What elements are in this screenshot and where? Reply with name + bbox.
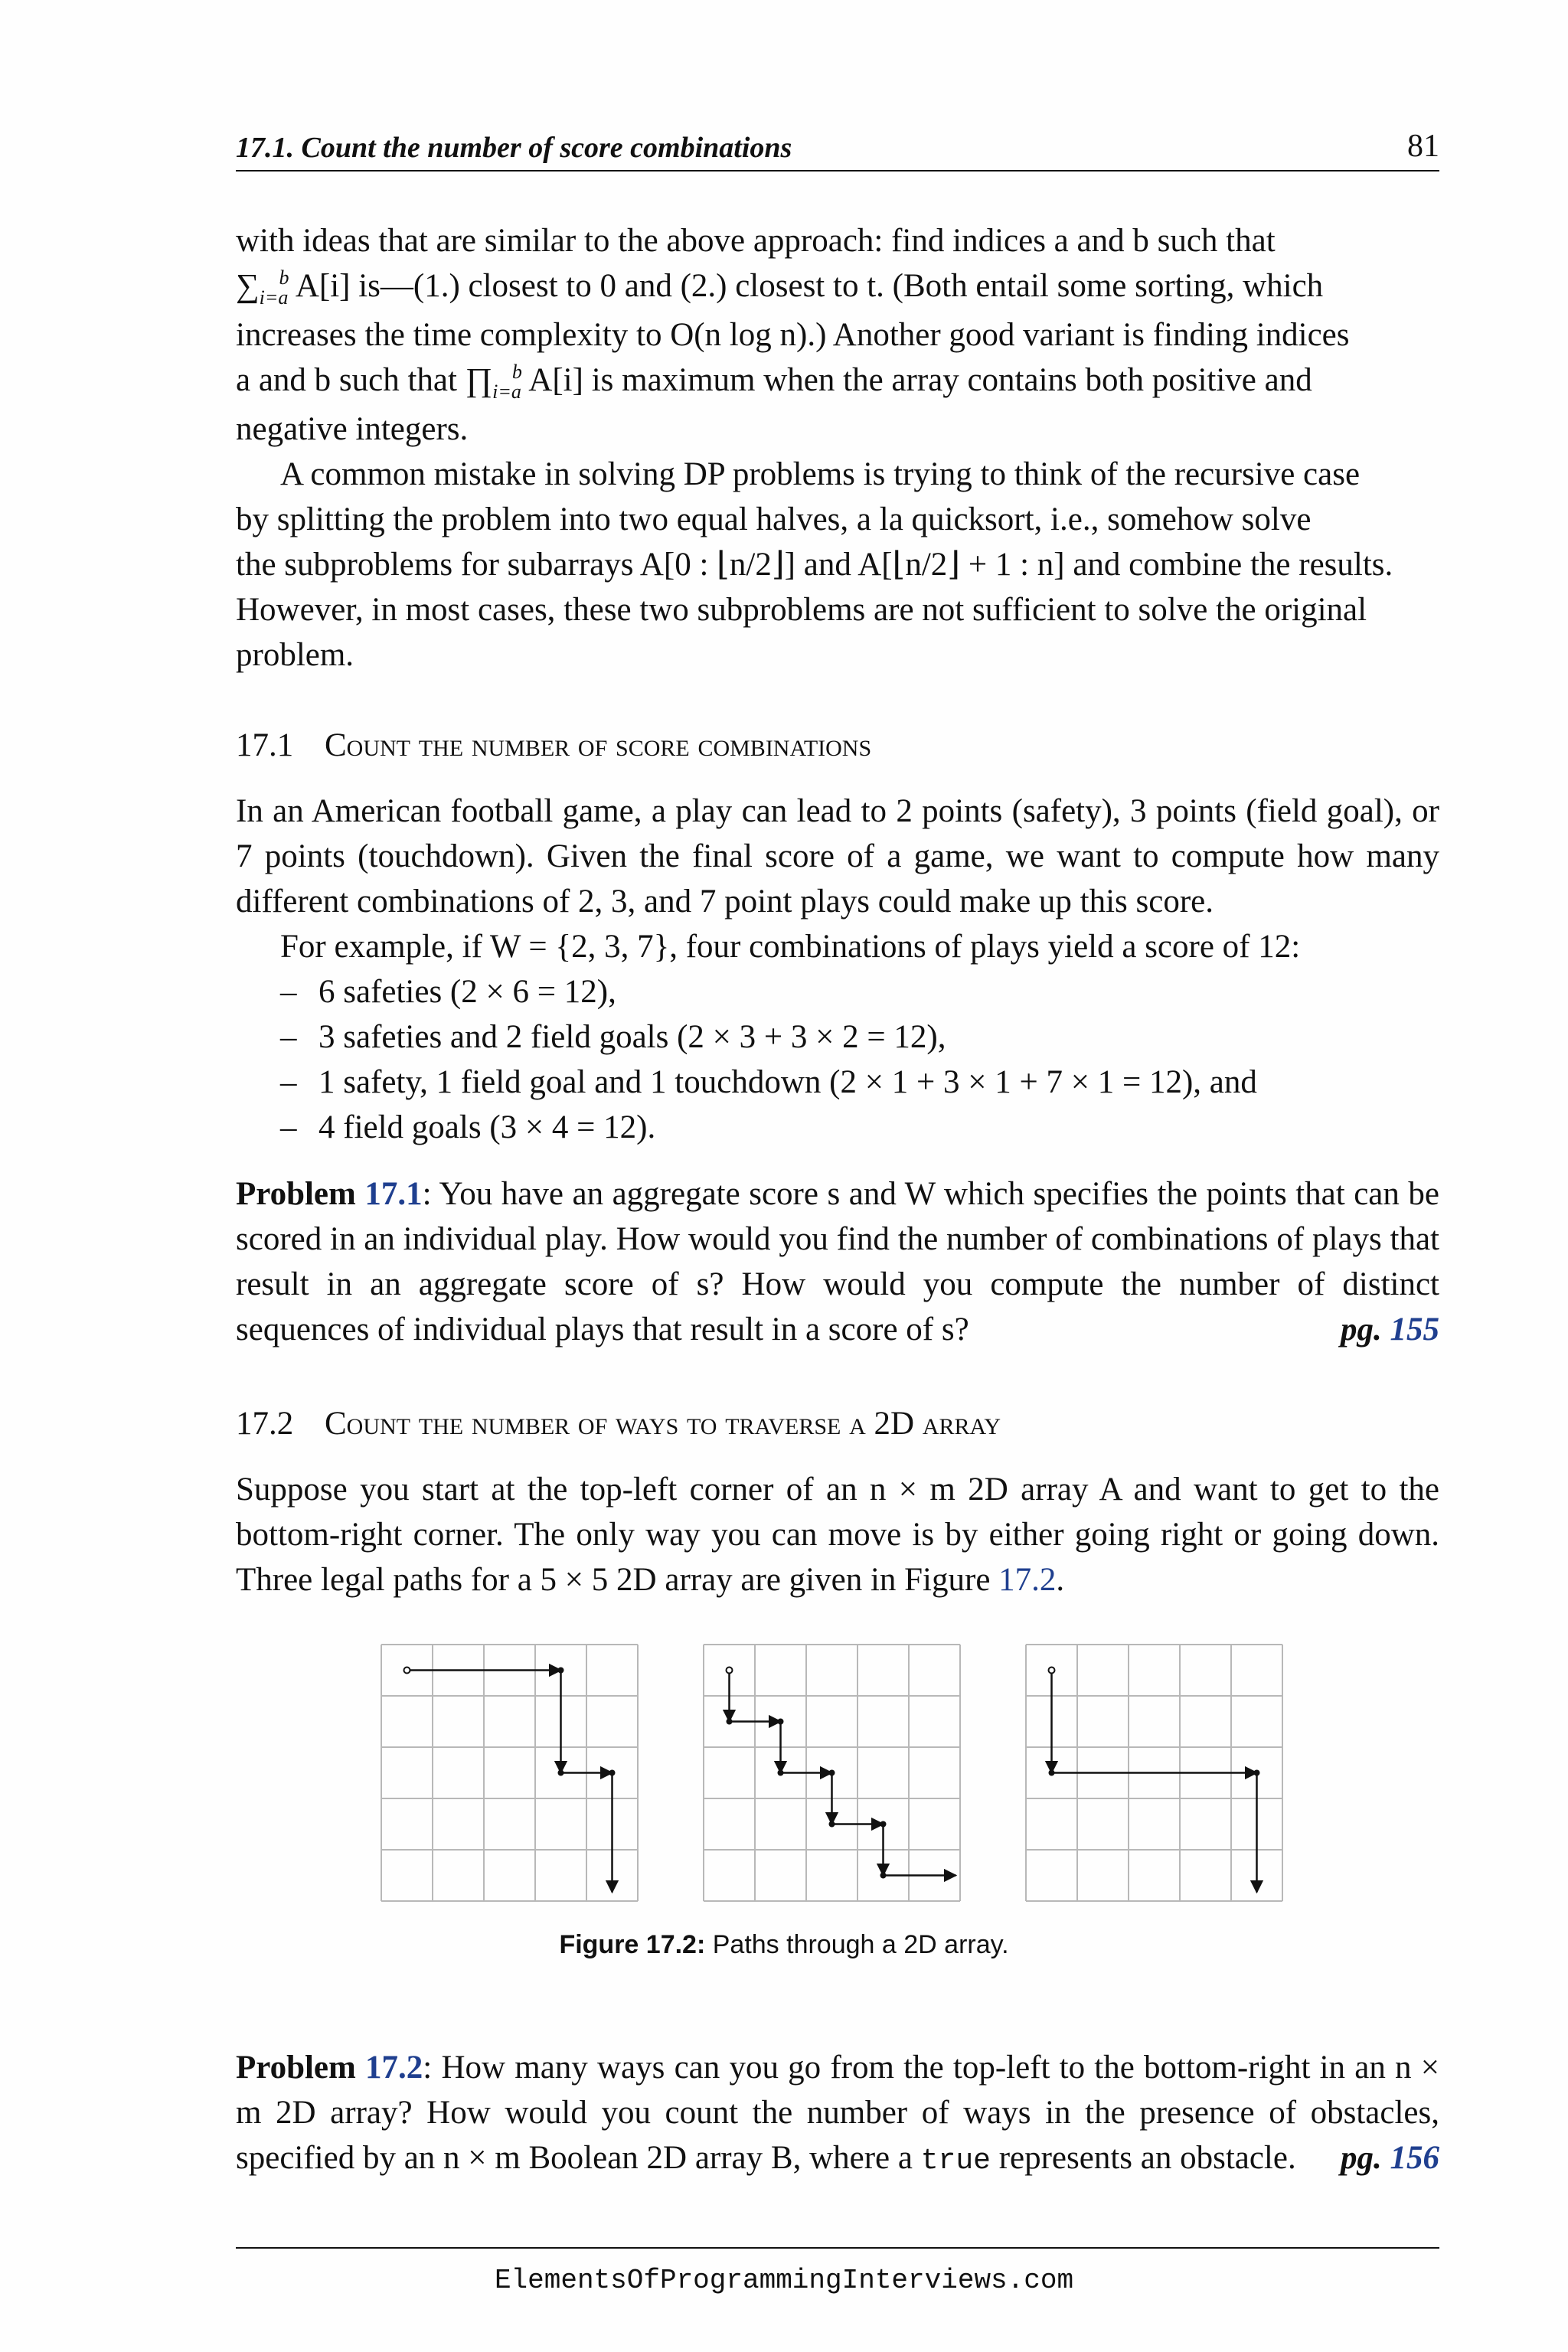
- problem-text: : You have an aggregate score s and W which specifies the points that can be scored in an individual play. How would you find the number of combinations of plays that result in an aggregate score of s? How would you compute the number of distinct sequences of individual plays that result in a score of s?: [236, 1176, 1439, 1348]
- grid-1: [380, 1643, 640, 1903]
- path-corner-dot: [1049, 1770, 1055, 1776]
- path-corner-dot: [778, 1770, 784, 1776]
- problem-17-1: [236, 1171, 1439, 1352]
- section2-paragraph: Suppose you start at the top-left corner of an n × m 2D array A and want to get to the bottom-right corner. The only way you can move is by either going right or going down. Three legal paths for a 5 × 5 2D array are given in Figure: [236, 1472, 1439, 1598]
- path-corner-dot: [778, 1719, 784, 1725]
- intro-line-2: [236, 263, 1439, 312]
- intro-line-2-text: A[i] is—(1.) closest to 0 and (2.) closest to t. (Both entail some sorting, which: [289, 268, 1324, 304]
- path-corner-dot: [880, 1873, 887, 1879]
- section1-paragraph: In an American football game, a play can lead to 2 points (safety), 3 points (field goal), or 7 points (touchdown). Given the final score of a game, we want to compute how many different combinations of 2, 3, and 7 point plays could make up this score.: [236, 793, 1439, 920]
- problem-text-end: represents an obstacle.: [990, 2140, 1296, 2176]
- path-start-dot: [727, 1668, 733, 1674]
- intro-line-1: with ideas that are similar to the above approach: find indices a and b such that: [236, 223, 1276, 259]
- page-ref-label: pg.: [1341, 1312, 1382, 1348]
- path-start-dot: [404, 1668, 410, 1674]
- para2-line-5: problem.: [236, 637, 354, 673]
- grid-figure-2: [702, 1643, 962, 1903]
- intro-line-3: increases the time complexity to O(n log n).) Another good variant is finding indices: [236, 317, 1350, 353]
- problem-label: Problem: [236, 1176, 356, 1212]
- intro-line-4: [236, 358, 1439, 407]
- intro-paragraph: [236, 218, 1439, 678]
- section1-example: For example, if W = {2, 3, 7}, four combinations of plays yield a score of 12:: [280, 929, 1301, 965]
- path-corner-dot: [558, 1668, 564, 1674]
- list-item: – 1 safety, 1 field goal and 1 touchdown (2 × 1 + 3 × 1 + 7 × 1 = 12), and: [236, 1060, 1439, 1105]
- figure-caption-text: Paths through a 2D array.: [705, 1930, 1009, 1959]
- footer-rule: [236, 2247, 1439, 2249]
- sum-symbol: ∑: [236, 268, 260, 304]
- intro-line-5: negative integers.: [236, 411, 469, 447]
- path-corner-dot: [829, 1821, 835, 1828]
- problem-text: : How many ways can you go from the top-left to the bottom-right in an n × m 2D array? How would you count the number of ways in the presence of obstacles, specified by an n × m Boolean 2D array B, where a: [236, 2050, 1439, 2176]
- path-corner-dot: [1254, 1770, 1260, 1776]
- figure-label: Figure 17.2:: [559, 1930, 706, 1959]
- figure-link-17-2[interactable]: 17.2: [998, 1562, 1057, 1598]
- section-number: 17.1: [236, 727, 294, 763]
- path-corner-dot: [829, 1770, 835, 1776]
- section1-body: [236, 789, 1439, 1150]
- section2-body: [236, 1467, 1439, 1602]
- para2-line-4: However, in most cases, these two subproblems are not sufficient to solve the original: [236, 592, 1367, 628]
- grid-2: [702, 1643, 962, 1903]
- figure-caption: [0, 1930, 1568, 1960]
- footer-url[interactable]: ElementsOfProgrammingInterviews.com: [494, 2265, 1074, 2296]
- product-upper-limit: b: [511, 361, 522, 383]
- path-corner-dot: [880, 1821, 887, 1828]
- path-corner-dot: [609, 1770, 616, 1776]
- header-title: 17.1. Count the number of score combinations: [236, 132, 792, 164]
- period: .: [1056, 1562, 1065, 1598]
- code-true: true: [920, 2145, 991, 2177]
- problem-17-2: [236, 2045, 1439, 2184]
- path-start-dot: [1049, 1668, 1055, 1674]
- intro-line-4-pre: a and b such that: [236, 362, 466, 398]
- para2-line-3: the subproblems for subarrays A[0 : ⌊n/2⌋] and A[⌊n/2⌋ + 1 : n] and combine the results.: [236, 547, 1393, 583]
- section-number: 17.2: [236, 1406, 294, 1442]
- sum-lower-limit: i=a: [259, 286, 289, 309]
- page-number: 81: [1407, 129, 1439, 164]
- product-symbol: ∏: [465, 362, 493, 398]
- grid-3: [1024, 1643, 1285, 1903]
- problem-label: Problem: [236, 2050, 356, 2086]
- combination-list: [236, 969, 1439, 1150]
- path-corner-dot: [727, 1719, 733, 1725]
- list-item: – 3 safeties and 2 field goals (2 × 3 + 3 × 2 = 12),: [236, 1014, 1439, 1060]
- page-ref-link-156[interactable]: 156: [1390, 2140, 1439, 2176]
- section-title: Count the number of ways to traverse a 2D array: [325, 1406, 1001, 1442]
- section-heading-17-2: [236, 1407, 1001, 1440]
- intro-line-4-post: A[i] is maximum when the array contains both positive and: [521, 362, 1312, 398]
- problem-link-17-1[interactable]: 17.1: [364, 1176, 423, 1212]
- list-item: – 6 safeties (2 × 6 = 12),: [236, 969, 1439, 1014]
- problem-link-17-2[interactable]: 17.2: [365, 2050, 423, 2086]
- para2-line-2: by splitting the problem into two equal halves, a la quicksort, i.e., somehow solve: [236, 501, 1312, 537]
- grid-figure-3: [1024, 1643, 1285, 1903]
- page-ref-label: pg.: [1341, 2140, 1382, 2176]
- page-ref-link-155[interactable]: 155: [1390, 1312, 1439, 1348]
- list-item: – 4 field goals (3 × 4 = 12).: [236, 1105, 1439, 1150]
- path-corner-dot: [558, 1770, 564, 1776]
- para2-line-1: A common mistake in solving DP problems is trying to think of the recursive case: [280, 456, 1361, 492]
- grid-figure-1: [380, 1643, 640, 1903]
- product-lower-limit: i=a: [492, 381, 521, 403]
- running-header: [236, 124, 1439, 172]
- section-title: Count the number of score combinations: [325, 727, 872, 763]
- section-heading-17-1: [236, 729, 871, 762]
- sum-upper-limit: b: [279, 266, 289, 289]
